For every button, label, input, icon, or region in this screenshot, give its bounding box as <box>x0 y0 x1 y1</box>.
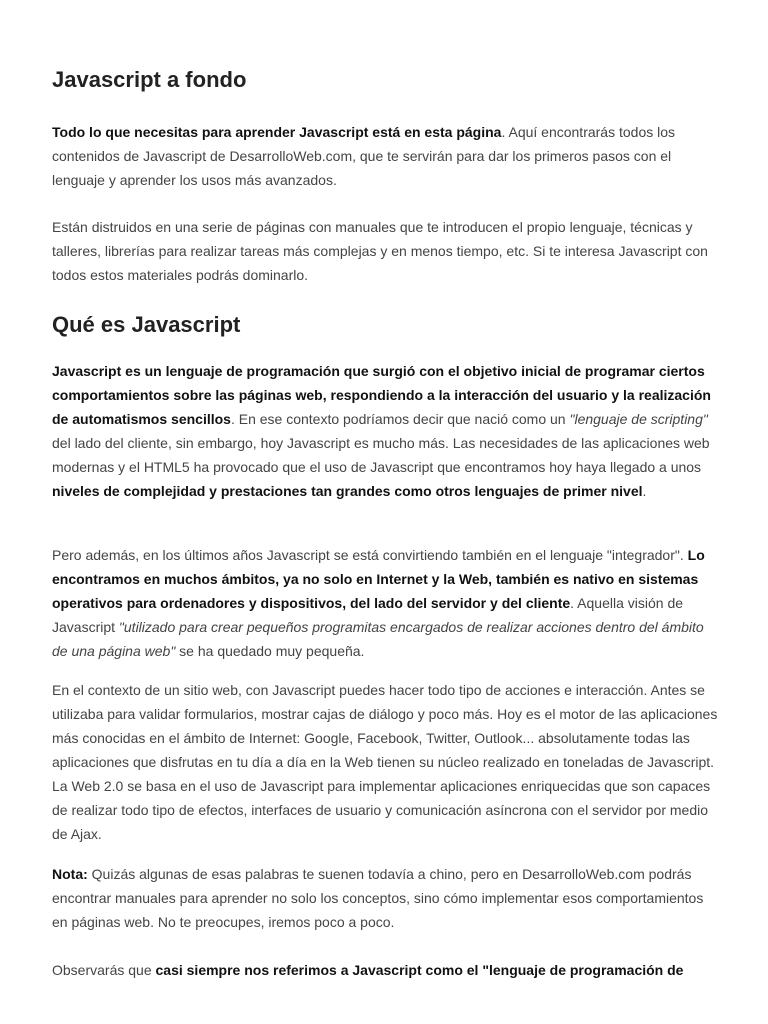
web-context-paragraph <box>52 678 720 846</box>
text-run: casi siempre nos referimos a Javascript como el "lenguaje de programación de <box>155 962 684 978</box>
text-run: se ha quedado muy pequeña. <box>175 643 365 659</box>
text-run: Nota: <box>52 866 88 882</box>
text-run: Quizás algunas de esas palabras te suenen todavía a chino, pero en DesarrolloWeb.com podrás encontrar manuales para aprender no solo los conceptos, sino cómo implementar esos comportamientos en páginas web. No te preocupes, iremos poco a poco. <box>52 866 704 930</box>
text-run: Observarás que <box>52 962 156 978</box>
note-paragraph <box>52 862 720 934</box>
integrator-paragraph <box>52 543 720 663</box>
text-run: del lado del cliente, sin embargo, hoy Javascript es mucho más. Las necesidades de las aplicaciones web modernas y el HTML5 ha provocado que el uso de Javascript que encontramos hoy haya llegado a unos <box>52 435 710 475</box>
text-run: . En ese contexto podríamos decir que nació como un <box>230 411 570 427</box>
text-run: . <box>642 483 647 499</box>
truncated-paragraph <box>52 958 720 982</box>
section-heading-que-es-javascript: Qué es Javascript <box>52 312 241 337</box>
text-run: En el contexto de un sitio web, con Javascript puedes hacer todo tipo de acciones e interacción. Antes se utilizaba para validar formularios, mostrar cajas de diálogo y poco más. Hoy es el motor de las aplicaciones más conocidas en el ámbito de Internet: Google, Facebook, Twitter, Outlook... absolutamente todas las aplicaciones que disfrutas en tu día a día en la Web tienen su núcleo realizado en toneladas de Javascript. La Web 2.0 se basa en el uso de Javascript para implementar aplicaciones enriquecidas que son capaces de realizar todo tipo de efectos, interfaces de usuario y comunicación asíncrona con el servidor por medio de Ajax. <box>52 682 718 842</box>
intro-paragraph <box>52 120 720 192</box>
text-run: Están distruidos en una serie de páginas con manuales que te introducen el propio lenguaje, técnicas y talleres, librerías para realizar tareas más complejas y en menos tiempo, etc. Si te interesa Javascript con todos estos materiales podrás dominarlo. <box>52 219 708 283</box>
text-run: "utilizado para crear pequeños programitas encargados de realizar acciones dentro del ámbito de una página web" <box>52 619 704 659</box>
text-run: Javascript es un lenguaje de programación que surgió con el objetivo inicial de programar ciertos comportamientos sobre las páginas web, respondiendo a la interacción del usuario y la realización de automatismos sencillos <box>52 363 711 427</box>
text-run: "lenguaje de scripting" <box>569 411 708 427</box>
text-run: . Aquí encontrarás todos los contenidos de Javascript de DesarrolloWeb.com, que te servirán para dar los primeros pasos con el lenguaje y aprender los usos más avanzados. <box>52 124 676 188</box>
text-run: niveles de complejidad y prestaciones tan grandes como otros lenguajes de primer nivel <box>52 483 643 499</box>
text-run: Lo encontramos en muchos ámbitos, ya no solo en Internet y la Web, también es nativo en sistemas operativos para ordenadores y dispositivos, del lado del servidor y del cliente <box>52 547 705 611</box>
text-run: . Aquella visión de Javascript <box>52 595 684 635</box>
text-run: Pero además, en los últimos años Javascript se está convirtiendo también en el lenguaje "integrador". <box>52 547 688 563</box>
text-run: Todo lo que necesitas para aprender Javascript está en esta página <box>52 124 502 140</box>
definition-paragraph <box>52 359 720 503</box>
contents-paragraph <box>52 215 720 287</box>
page-title: Javascript a fondo <box>52 67 247 92</box>
